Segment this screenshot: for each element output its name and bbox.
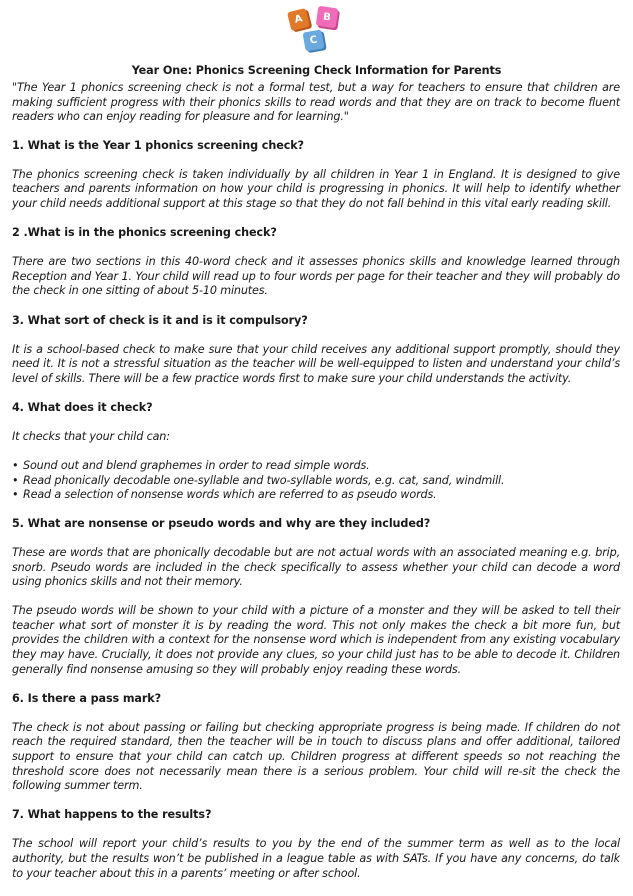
block-c-icon: C	[302, 29, 324, 51]
checks-list	[12, 459, 620, 503]
section-4	[12, 401, 620, 503]
section-heading: 4. What does it check?	[12, 400, 153, 414]
section-paragraph: These are words that are phonically decodable but are not actual words with an associated meaning e.g. brip, snorb. Pseudo words are included in the check specifically to assess whether your child can decode a word using phonics skills and not their memory.	[12, 545, 620, 589]
section-paragraph: It is a school-based check to make sure that your child receives any additional support promptly, should they need it. It is not a stressful situation as the teacher will be well-equipped to listen and understand your child’s level of skills. There will be a few practice words first to make sure your child understands the activity.	[12, 342, 620, 385]
block-a-icon: A	[287, 8, 310, 31]
section-heading: 1. What is the Year 1 phonics screening check?	[12, 138, 304, 152]
section-7	[12, 808, 620, 881]
section-paragraph: It checks that your child can:	[12, 430, 170, 443]
list-item: • Read a selection of nonsense words which are referred to as pseudo words.	[12, 488, 620, 503]
abc-blocks-icon	[287, 4, 345, 54]
section-heading: 3. What sort of check is it and is it compulsory?	[12, 313, 308, 327]
section-1	[12, 139, 620, 212]
document-title: Year One: Phonics Screening Check Information for Parents	[131, 64, 502, 77]
section-paragraph: The phonics screening check is taken individually by all children in Year 1 in England. It is designed to give teachers and parents information on how your child is progressing in phonics. It will help to identify whether your child needs additional support at this stage so that they do not fall behind in this vital early reading skill.	[12, 167, 620, 211]
document-body	[12, 81, 620, 896]
section-3	[12, 314, 620, 387]
list-item: • Read phonically decodable one-syllable and two-syllable words, e.g. cat, sand, windmill.	[12, 474, 620, 489]
list-item: • Sound out and blend graphemes in order to read simple words.	[12, 459, 620, 474]
section-paragraph: The school will report your child’s results to you by the end of the summer term as well as to the local authority, but the results won’t be published in a league table as with SATs. If you have any concerns, do talk to your teacher about this in a parents’ meeting or after school.	[12, 837, 620, 880]
section-5	[12, 517, 620, 677]
section-heading: 6. Is there a pass mark?	[12, 691, 162, 705]
section-paragraph: The check is not about passing or failing but checking appropriate progress is being made. If children do not reach the required standard, then the teacher will be in touch to discuss plans and offer additional, tailored support to ensure that your child can catch up. Children progress at different speeds so not reaching the threshold score does not necessarily mean there is a serious problem. Your child will re-sit the check the following summer term.	[12, 720, 620, 793]
section-paragraph: There are two sections in this 40-word check and it assesses phonics skills and knowledge learned through Reception and Year 1. Your child will read up to four words per page for their teacher and they will probably do the check in one sitting of about 5-10 minutes.	[12, 255, 620, 298]
intro-quote: "The Year 1 phonics screening check is not a formal test, but a way for teachers to ensure that children are making sufficient progress with their phonics skills to read words and that they are on track to become fluent readers who can enjoy reading for pleasure and for learning."	[12, 81, 620, 124]
block-b-icon: B	[316, 6, 339, 29]
section-heading: 7. What happens to the results?	[12, 808, 212, 822]
section-paragraph: The pseudo words will be shown to your child with a picture of a monster and they will be asked to tell their teacher what sort of monster it is by reading the word. This not only makes the check a bit more fun, but provides the children with a context for the nonsense word which is independent from any existing vocabulary they may have. Crucially, it does not provide any clues, so your child just has to be able to decode it. Children generally find nonsense amusing so they will probably enjoy reading these words.	[12, 604, 620, 676]
section-2	[12, 226, 620, 299]
section-6	[12, 692, 620, 794]
section-heading: 5. What are nonsense or pseudo words and why are they included?	[12, 516, 431, 530]
section-heading: 2 .What is in the phonics screening check?	[12, 226, 277, 240]
